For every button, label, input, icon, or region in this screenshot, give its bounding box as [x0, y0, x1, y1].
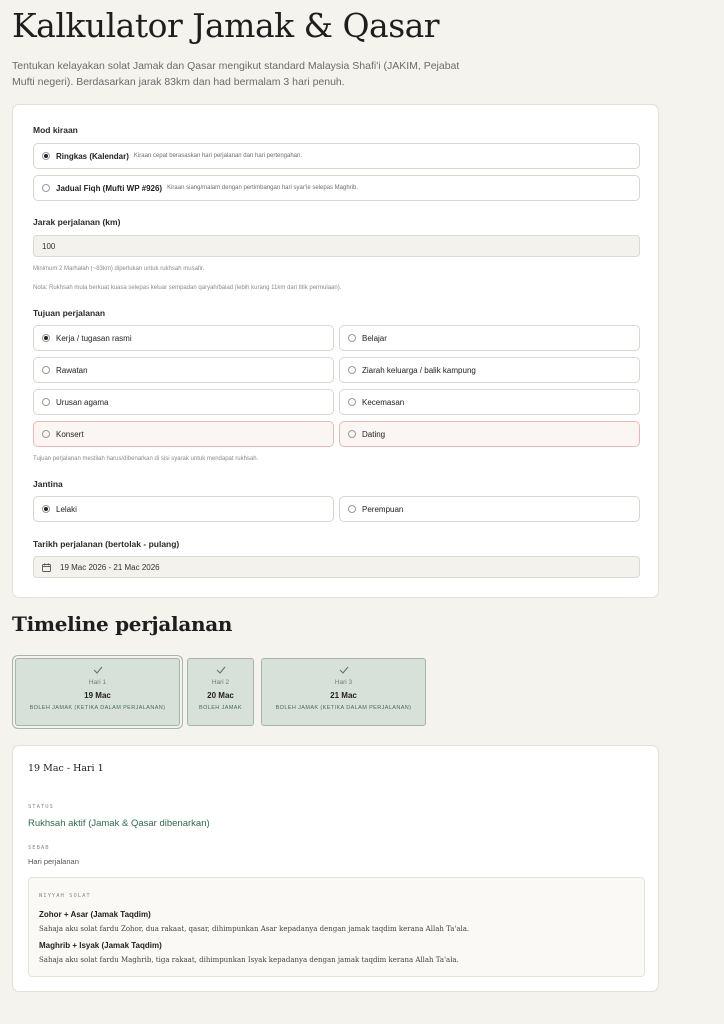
radio-icon [348, 430, 356, 438]
calculator-form-card [12, 104, 659, 598]
day-number: Hari 2 [211, 679, 230, 686]
mode-option-jadual-fiqh[interactable] [33, 175, 640, 201]
purpose-option-label: Kecemasan [362, 397, 405, 407]
gender-option-perempuan[interactable] [339, 496, 640, 522]
purpose-hint: Tujuan perjalanan mestilah harus/dibenarkan di sisi syarak untuk mendapat rukhsah. [33, 456, 259, 462]
timeline-day-1[interactable] [15, 658, 180, 726]
check-icon [216, 666, 226, 674]
purpose-option-belajar[interactable] [339, 325, 640, 351]
radio-icon [42, 430, 50, 438]
niyyah-box [28, 877, 645, 977]
radio-icon [42, 184, 50, 192]
day-detail-card [12, 745, 659, 992]
radio-icon [348, 334, 356, 342]
purpose-label: Tujuan perjalanan [33, 308, 106, 318]
day-date: 19 Mac [84, 691, 111, 700]
purpose-option-urusan-agama[interactable] [33, 389, 334, 415]
date-label: Tarikh perjalanan (bertolak - pulang) [33, 539, 180, 549]
page-subtitle: Tentukan kelayakan solat Jamak dan Qasar mengikut standard Malaysia Shafi'i (JAKIM, Pejabat Mufti negeri). Berdasarkan jarak 83km dan had bermalam 3 hari penuh. [12, 60, 460, 88]
day-status: BOLEH JAMAK (KETIKA DALAM PERJALANAN) [29, 705, 166, 711]
purpose-option-label: Rawatan [56, 365, 88, 375]
purpose-option-label: Kerja / tugasan rasmi [56, 333, 132, 343]
purpose-option-label: Konsert [56, 429, 84, 439]
purpose-option-label: Dating [362, 429, 386, 439]
gender-option-label: Perempuan [362, 504, 404, 514]
distance-label: Jarak perjalanan (km) [33, 217, 121, 227]
purpose-option-label: Urusan agama [56, 397, 109, 407]
day-status: BOLEH JAMAK (KETIKA DALAM PERJALANAN) [275, 705, 412, 711]
purpose-option-konsert[interactable] [33, 421, 334, 447]
date-range-value: 19 Mac 2026 - 21 Mac 2026 [60, 562, 160, 572]
niyyah-title: Maghrib + Isyak (Jamak Taqdim) [39, 941, 162, 950]
radio-icon [348, 505, 356, 513]
niyyah-text: Sahaja aku solat fardu Zohor, dua rakaat, qasar, dihimpunkan Asar kepadanya dengan jamak taqdim kerana Allah Ta'ala. [39, 925, 470, 933]
timeline-title: Timeline perjalanan [12, 612, 233, 636]
reason-value: Hari perjalanan [28, 857, 79, 866]
mode-label: Mod kiraan [33, 125, 78, 135]
niyyah-text: Sahaja aku solat fardu Maghrib, tiga rakaat, dihimpunkan Isyak kepadanya dengan jamak taqdim kerana Allah Ta'ala. [39, 956, 459, 964]
mode-option-desc: Kiraan siang/malam dengan pertimbangan hari syar'ie selepas Maghrib. [167, 185, 359, 191]
mode-option-label: Ringkas (Kalendar) [56, 151, 129, 161]
day-number: Hari 3 [334, 679, 353, 686]
radio-icon [42, 334, 50, 342]
page-title: Kalkulator Jamak & Qasar [12, 6, 440, 45]
mode-option-label: Jadual Fiqh (Mufti WP #926) [56, 183, 163, 193]
purpose-option-label: Belajar [362, 333, 387, 343]
calendar-icon [42, 563, 51, 572]
gender-label: Jantina [33, 479, 63, 489]
purpose-option-kerja[interactable] [33, 325, 334, 351]
reason-caption: SEBAB [28, 845, 50, 851]
radio-icon [348, 366, 356, 374]
distance-hint: Minimum 2 Marhalah (~83km) diperlukan untuk rukhsah musafir. [33, 266, 205, 272]
niyyah-title: Zohor + Asar (Jamak Taqdim) [39, 910, 151, 919]
niyyah-caption: NIYYAH SOLAT [39, 893, 91, 899]
distance-note: Nota: Rukhsah mula berkuat kuasa selepas keluar sempadan qaryah/balad (lebih kurang 11km dari titik permulaan). [33, 285, 342, 291]
radio-icon [348, 398, 356, 406]
radio-icon [42, 505, 50, 513]
status-value: Rukhsah aktif (Jamak & Qasar dibenarkan) [28, 818, 210, 829]
purpose-option-kecemasan[interactable] [339, 389, 640, 415]
mode-option-ringkas[interactable] [33, 143, 640, 169]
day-number: Hari 1 [88, 679, 107, 686]
status-caption: STATUS [28, 804, 54, 810]
radio-icon [42, 152, 50, 160]
purpose-option-dating[interactable] [339, 421, 640, 447]
day-date: 21 Mac [330, 691, 357, 700]
check-icon [339, 666, 349, 674]
timeline-day-2[interactable] [187, 658, 254, 726]
radio-icon [42, 398, 50, 406]
detail-title: 19 Mac - Hari 1 [28, 763, 104, 774]
purpose-option-label: Ziarah keluarga / balik kampung [362, 365, 476, 375]
timeline-day-3[interactable] [261, 658, 426, 726]
gender-option-label: Lelaki [56, 504, 77, 514]
date-range-input[interactable] [33, 556, 640, 578]
check-icon [93, 666, 103, 674]
purpose-option-ziarah[interactable] [339, 357, 640, 383]
purpose-option-rawatan[interactable] [33, 357, 334, 383]
radio-icon [42, 366, 50, 374]
mode-option-desc: Kiraan cepat berasaskan hari perjalanan dan hari pertengahan. [133, 153, 303, 159]
day-status: BOLEH JAMAK [199, 705, 242, 711]
day-date: 20 Mac [207, 691, 234, 700]
gender-option-lelaki[interactable] [33, 496, 334, 522]
distance-input[interactable]: 100 [33, 235, 640, 257]
